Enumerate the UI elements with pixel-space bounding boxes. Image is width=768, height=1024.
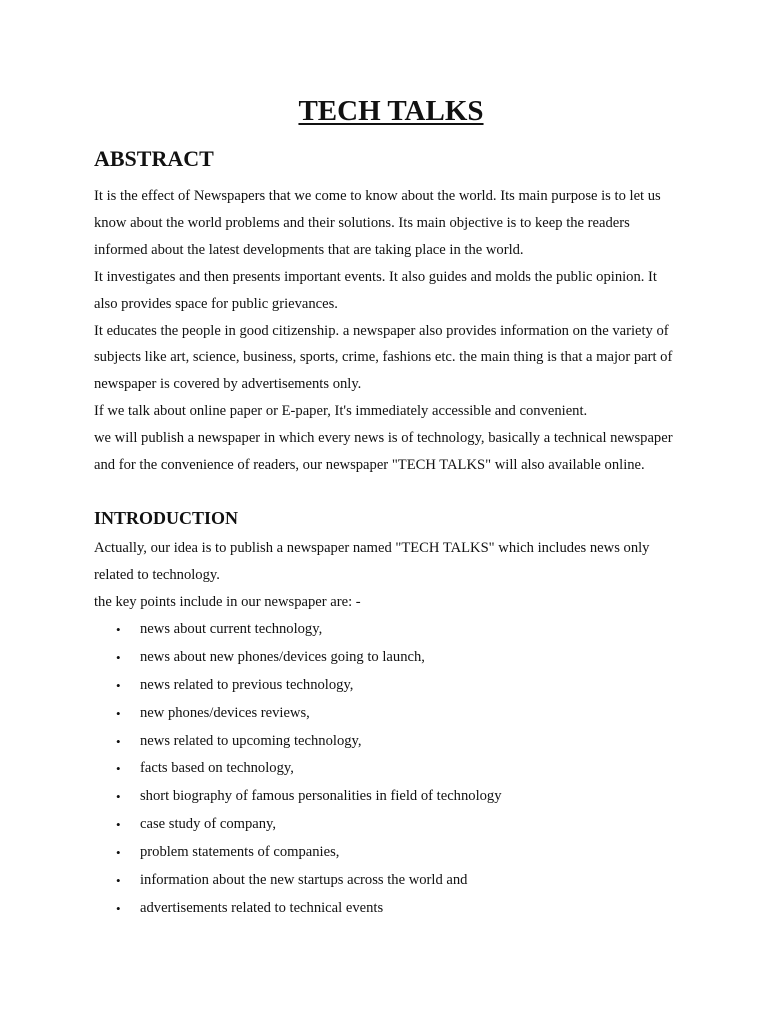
list-item-text: information about the new startups across the world and xyxy=(140,872,468,889)
list-item-text: news about new phones/devices going to launch, xyxy=(140,648,425,665)
key-points-list xyxy=(94,616,684,923)
introduction-heading: INTRODUCTION xyxy=(94,508,239,528)
list-item-text: new phones/devices reviews, xyxy=(140,704,310,721)
abstract-body xyxy=(94,183,684,479)
list-item-text: news about current technology, xyxy=(140,621,323,637)
list-item xyxy=(94,783,684,811)
list-item xyxy=(94,811,684,839)
list-item xyxy=(94,895,684,923)
bullet-icon: • xyxy=(116,789,121,805)
list-item xyxy=(94,867,684,895)
bullet-icon: • xyxy=(116,845,121,861)
list-item xyxy=(94,755,684,783)
list-item xyxy=(94,616,684,644)
list-item xyxy=(94,672,684,700)
bullet-icon: • xyxy=(116,649,121,665)
bullet-icon: • xyxy=(116,677,121,693)
list-item xyxy=(94,728,684,756)
introduction-body xyxy=(94,535,684,616)
list-item-text: facts based on technology, xyxy=(140,760,294,777)
abstract-paragraph: It investigates and then presents important events. It also guides and molds the public opinion. It also provides space for public grievances. xyxy=(94,268,657,312)
list-item-text: short biography of famous personalities in field of technology xyxy=(140,788,502,805)
bullet-icon: • xyxy=(116,705,121,721)
list-item-text: advertisements related to technical events xyxy=(140,899,384,916)
introduction-paragraph: Actually, our idea is to publish a newspaper named "TECH TALKS" which includes news only related to technology. xyxy=(94,540,650,583)
list-item-text: case study of company, xyxy=(140,816,277,833)
bullet-icon: • xyxy=(116,622,121,637)
list-item xyxy=(94,644,684,672)
bullet-icon: • xyxy=(116,761,121,777)
bullet-icon: • xyxy=(116,733,121,749)
introduction-paragraph: the key points include in our newspaper are: - xyxy=(94,594,361,610)
bullet-icon: • xyxy=(116,873,121,889)
abstract-paragraph: It is the effect of Newspapers that we come to know about the world. Its main purpose is to let us know about the world problems and their solutions. Its main objective is to keep the readers informed about the latest developments that are taking place in the world. xyxy=(94,188,661,258)
abstract-heading: ABSTRACT xyxy=(94,146,214,171)
list-item-text: news related to upcoming technology, xyxy=(140,732,362,749)
bullet-icon: • xyxy=(116,817,121,833)
list-item-text: problem statements of companies, xyxy=(140,844,340,861)
bullet-icon: • xyxy=(116,900,121,916)
list-item xyxy=(94,839,684,867)
list-item xyxy=(94,700,684,728)
abstract-paragraph: If we talk about online paper or E-paper, It's immediately accessible and convenient. xyxy=(94,403,588,420)
document-title: TECH TALKS xyxy=(298,95,484,127)
abstract-paragraph: It educates the people in good citizenship. a newspaper also provides information on the variety of subjects like art, science, business, sports, crime, fashions etc. the main thing is that a major part of newspaper is covered by advertisements only. xyxy=(94,322,673,393)
abstract-paragraph: we will publish a newspaper in which every news is of technology, basically a technical newspaper and for the convenience of readers, our newspaper "TECH TALKS" will also available online. xyxy=(94,430,673,474)
list-item-text: news related to previous technology, xyxy=(140,676,354,693)
